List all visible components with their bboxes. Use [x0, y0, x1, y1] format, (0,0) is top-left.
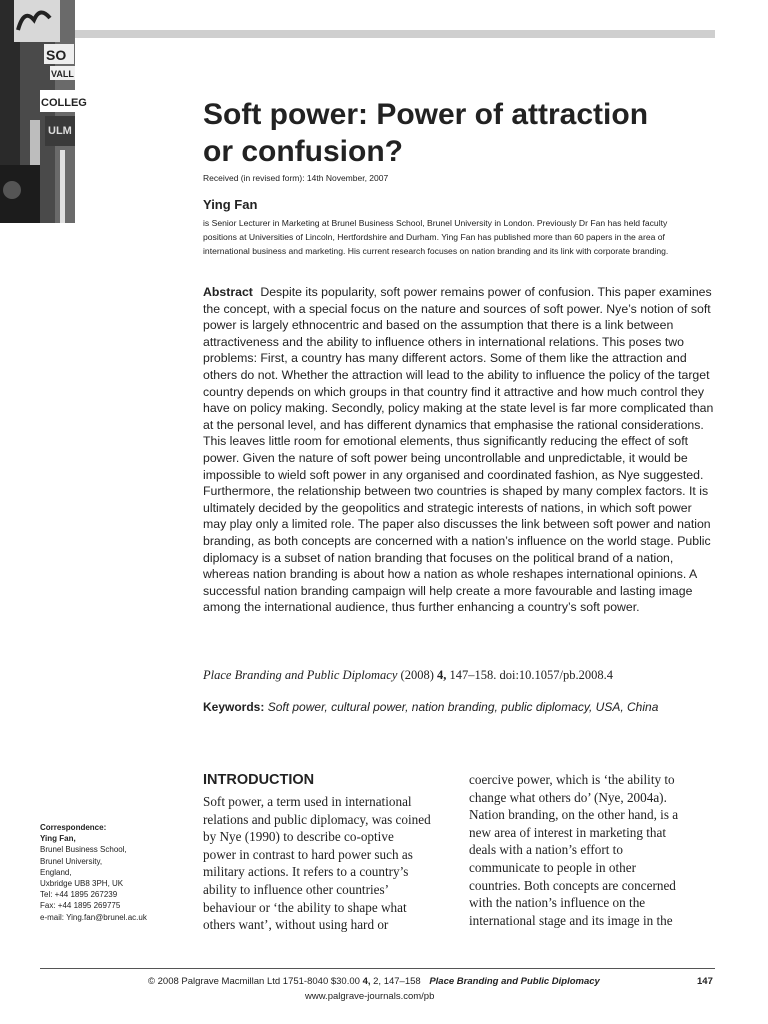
text-line: military actions. It refers to a country’s: [203, 864, 409, 880]
citation-journal: Place Branding and Public Diplomacy: [203, 668, 398, 682]
keywords: [203, 700, 718, 714]
correspondence-fax: Fax: +44 1895 269775: [40, 901, 121, 911]
text-line: countries. Both concepts are concerned: [469, 877, 676, 893]
footer-copyright: © 2008 Palgrave Macmillan Ltd 1751-8040 $30.00: [148, 976, 360, 987]
correspondence-heading: Correspondence:: [40, 823, 107, 832]
text-line: international stage and its image in the: [469, 912, 673, 928]
photo-sign-vall: VALL: [51, 69, 74, 79]
citation: [203, 668, 613, 683]
text-line: by Nye (1990) to describe co-optive: [203, 829, 394, 845]
title-line-2: or confusion?: [203, 135, 403, 168]
text-line: ability to influence other countries’: [203, 881, 390, 897]
page-number: 147: [697, 976, 713, 987]
correspondence-line: Brunel Business School,: [40, 845, 127, 855]
author-bio: [203, 216, 713, 258]
title-line-1: Soft power: Power of attraction: [203, 98, 649, 131]
cover-photo: [0, 0, 87, 223]
footer-citation: [148, 976, 600, 987]
received-date: Received (in revised form): 14th November, 2007: [203, 173, 389, 183]
citation-year: (2008): [400, 668, 434, 682]
correspondence-block: [40, 822, 190, 923]
text-line: change what others do’ (Nye, 2004a).: [469, 789, 667, 805]
text-line: Soft power, a term used in international: [203, 794, 412, 809]
bio-line-1: is Senior Lecturer in Marketing at Brunel Business School, Brunel University in London. Previously Dr Fan has held faculty: [203, 218, 668, 228]
correspondence-tel: Tel: +44 1895 267239: [40, 890, 118, 900]
bio-line-2: positions at Universities of Lincoln, Hertfordshire and Durham. Ying Fan has published more than 60 papers in the area of: [203, 232, 665, 242]
footer-volume: 4,: [362, 976, 371, 987]
correspondence-line: Brunel University,: [40, 856, 103, 866]
text-line: others want’, without using hard or: [203, 917, 389, 933]
introduction-heading: INTRODUCTION: [203, 772, 315, 788]
text-line: communicate to people in other: [469, 859, 636, 875]
citation-pages-doi: 147–158. doi:10.1057/pb.2008.4: [449, 668, 614, 682]
text-line: coercive power, which is ‘the ability to: [469, 772, 675, 787]
text-line: with the nation’s influence on the: [469, 895, 646, 911]
text-line: deals with a nation’s effort to: [469, 842, 623, 858]
correspondence-line: Uxbridge UB8 3PH, UK: [40, 879, 124, 889]
author-name: Ying Fan: [203, 197, 258, 212]
intro-column-2: [469, 771, 714, 929]
citation-volume: 4,: [436, 668, 447, 682]
bio-line-3: international business and marketing. His current research focuses on nation branding and its link with corporate branding.: [203, 246, 669, 256]
abstract: [203, 284, 718, 616]
correspondence-name: Ying Fan,: [40, 834, 76, 844]
journal-website: www.palgrave-journals.com/pb: [305, 991, 435, 1002]
photo-sign-ulm: ULM: [48, 125, 72, 137]
text-line: behaviour or ‘the ability to shape what: [203, 899, 407, 915]
footer-issue-pages: 2, 147–158: [373, 976, 421, 987]
keywords-text: Soft power, cultural power, nation branding, public diplomacy, USA, China: [267, 700, 659, 714]
text-line: power in contrast to hard power such as: [203, 846, 413, 862]
text-line: Nation branding, on the other hand, is a: [469, 807, 679, 823]
keywords-label: Keywords:: [203, 700, 265, 714]
text-line: relations and public diplomacy, was coined: [203, 811, 431, 827]
abstract-text: Despite its popularity, soft power remains power of confusion. This paper examines the concept, with a special focus on the nature and sources of soft power. Nye’s notion of soft power is largely ethnocentric and based on the assumption that there is a link between attractiveness and the ability to influence others in international relations. This poses two problems: First, a country has many different actors. Some of them like the attraction and others do not. Whether the attraction will lead to the ability to influence the policy of the target country depends on which groups in that country find it attractive and how much control they have on policy making. Secondly, policy making at the state level is far more complicated than at the personal level, and has different dynamics that emphasise the rational considerations. This leaves little room for emotional elements, thus significantly reducing the effect of soft power. Given the nature of soft power being uncontrollable and unpredictable, it would be impossible to wield soft power in any organised and coordinated fashion, as Nye suggested. Furthermore, the relationship between two countries is shaped by many complex factors. It is ultimately decided by the geopolitics and strategic interests of nations, in which soft power may play only a limited role. The paper also discusses the link between soft power and nation branding, as both concepts are concerned with a nation’s influence on the world stage. Public diplomacy is a subset of nation branding that focuses on the political brand of a nation, whereas nation branding is about how a nation as whole reshapes international opinions. A successful nation branding campaign will help create a more favourable and lasting image among the international audience, thus further enhancing a country’s soft power.: [203, 285, 714, 615]
photo-sign-so: SO: [46, 47, 67, 63]
photo-sign-college: COLLEG: [41, 97, 87, 109]
article-title: [203, 96, 723, 170]
intro-column-1: [203, 793, 443, 934]
footer-rule: [40, 968, 715, 969]
footer-journal: Place Branding and Public Diplomacy: [429, 976, 600, 987]
header-bar: [75, 30, 715, 38]
abstract-label: Abstract: [203, 285, 253, 299]
correspondence-email: e-mail: Ying.fan@brunel.ac.uk: [40, 912, 147, 922]
correspondence-line: England,: [40, 867, 72, 877]
text-line: new area of interest in marketing that: [469, 824, 667, 840]
